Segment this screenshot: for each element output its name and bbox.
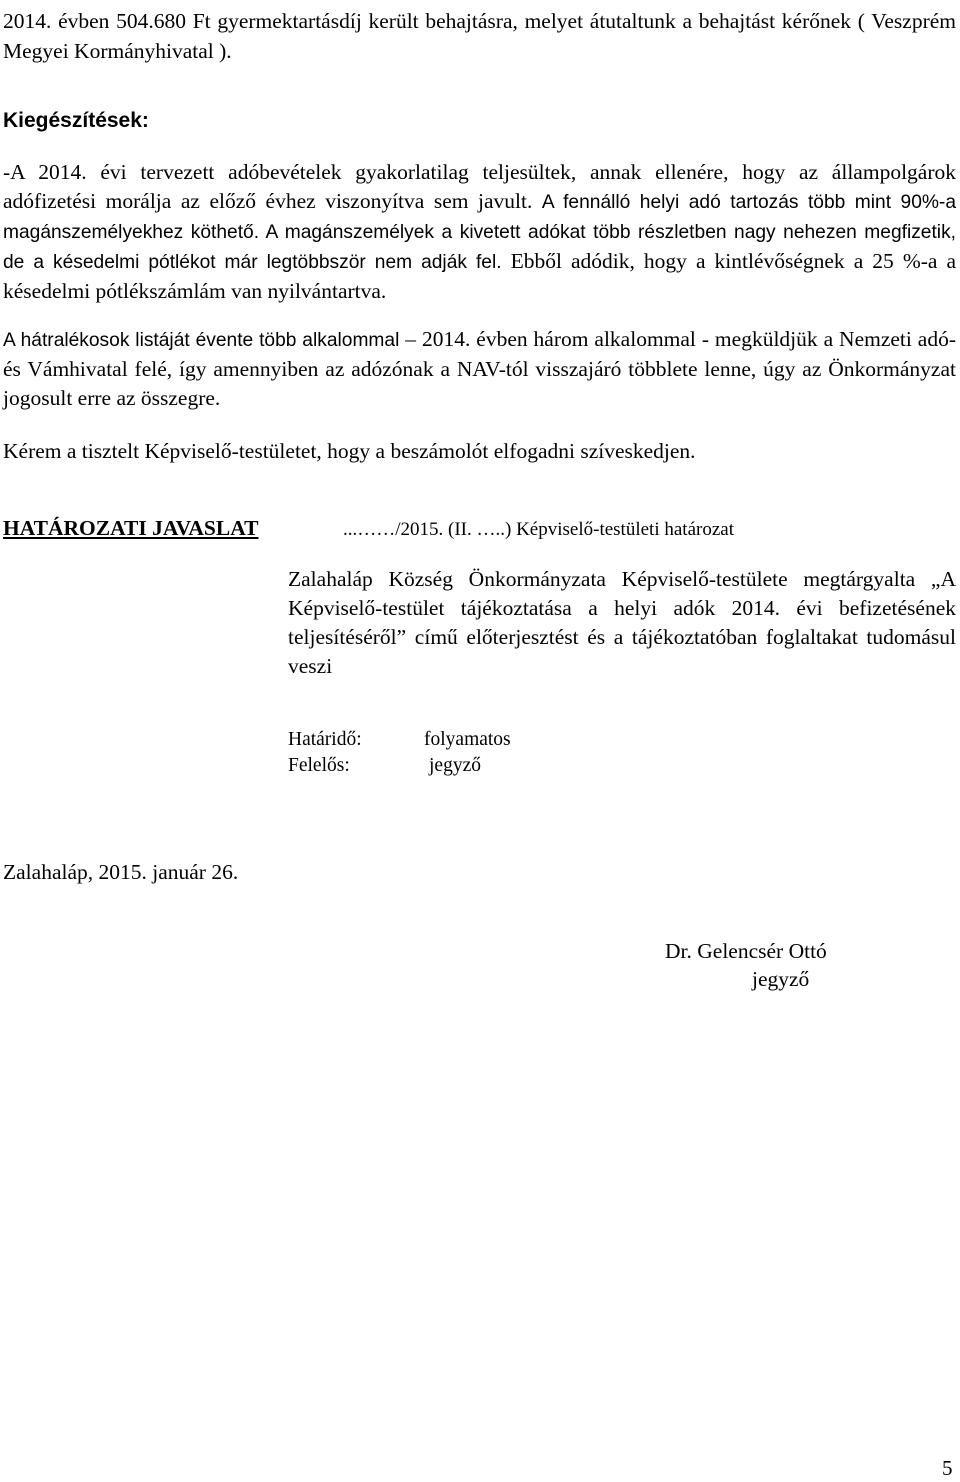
arrears-part-2: – 2014. évben három alkalommal - megküldjük a Nemzeti adó- és Vámhivatal felé, így amennyiben az adózónak a NAV-tól visszajáró többlete lenne, úgy az Önkormányzat jogosult erre az összegre. [3,327,957,410]
resolution-number: ...……/2015. (II. …..) Képviselő-testületi határozat [343,519,734,540]
supplements-part-2: A fennálló helyi adó tartozás több mint 90%-a magánszemélyekhez köthető. A magánszemélyek a kivetett adókat több részletben nagy nehezen megfizetik, de a késedelmi pótlékot már legtöbbször nem adják fel. [3,192,956,273]
deadline-value: folyamatos [424,729,511,750]
arrears-paragraph [3,325,956,413]
deadline-label: Határidő: [288,729,362,750]
resolution-title: HATÁROZATI JAVASLAT [3,516,259,540]
supplements-paragraph [3,158,956,306]
resolution-text: Zalahaláp Község Önkormányzata Képviselő-testülete megtárgyalta „A Képviselő-testület tájékoztatása a helyi adók 2014. évi befizetésének teljesítéséről” című előterjesztést és a tájékoztatóban foglaltakat tudomásul veszi [288,567,956,678]
place-date: Zalahaláp, 2015. január 26. [3,860,239,884]
intro-paragraph: 2014. évben 504.680 Ft gyermektartásdíj került behajtásra, melyet átutaltunk a behajtást kérőnek ( Veszprém Megyei Kormányhivatal ). [3,9,956,63]
responsible-label: Felelős: [288,755,350,776]
signer-title: jegyző [752,967,810,991]
supplements-part-1: -A 2014. évi tervezett adóbevételek gyakorlatilag teljesültek, annak ellenére, hogy az állampolgárok adófizetési morálja az előző évhez viszonyítva sem javult. [3,160,956,213]
request-paragraph: Kérem a tisztelt Képviselő-testületet, hogy a beszámolót elfogadni szíveskedjen. [3,439,696,463]
page-number: 5 [942,1456,953,1480]
responsible-value: jegyző [429,755,481,776]
signer-name: Dr. Gelencsér Ottó [665,939,827,963]
arrears-part-1: A hátralékosok listáját évente több alkalommal [3,330,400,351]
supplements-heading: Kiegészítések: [3,109,149,132]
supplements-part-3: Ebből adódik, hogy a kintlévőségnek a 25 %-a a késedelmi pótlékszámlám van nyilvántartva. [3,249,957,303]
